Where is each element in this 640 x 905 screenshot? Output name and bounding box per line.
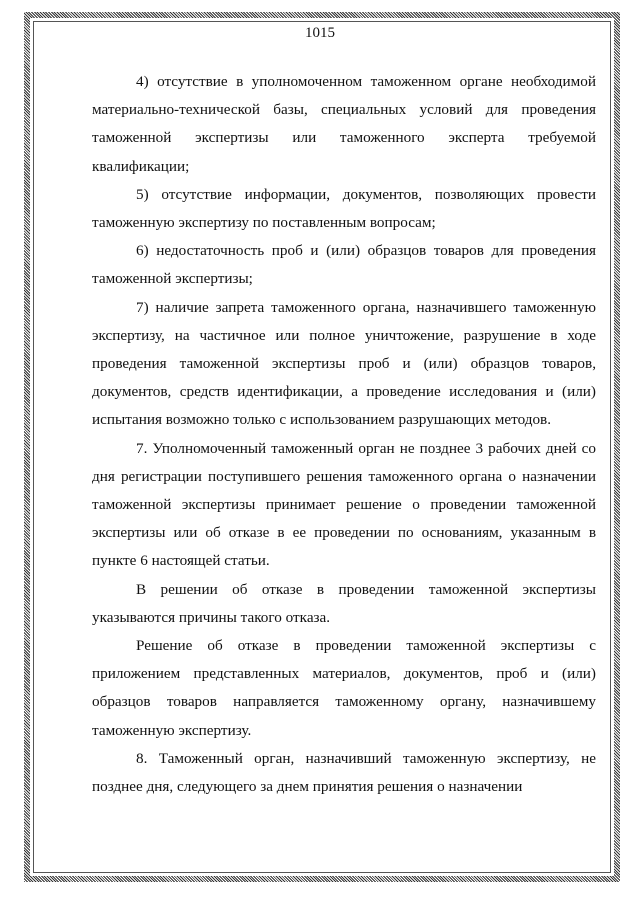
paragraph-clause-8: 8. Таможенный орган, назначивший таможенную экспертизу, не позднее дня, следующего за днем принятия решения о назначении [92,749,596,796]
document-body [92,68,596,801]
paragraph-item-4: 4) отсутствие в уполномоченном таможенном органе необходимой материально-технической базы, специальных условий для проведения таможенной экспертизы или таможенного эксперта требуемой квалификации; [92,73,596,175]
page-number: 1015 [305,25,335,41]
paragraph-refusal-decision: Решение об отказе в проведении таможенной экспертизы с приложением представленных материалов, документов, проб и (или) образцов товаров направляется таможенному органу, назначившему таможенную экспертизу. [92,637,596,739]
paragraph-clause-7: 7. Уполномоченный таможенный орган не позднее 3 рабочих дней со дня регистрации поступившего решения таможенного органа о назначении таможенной экспертизы принимает решение о проведении таможенной экспертизы или об отказе в ее проведении по основаниям, указанным в пункте 6 настоящей статьи. [92,439,596,570]
paragraph-item-7: 7) наличие запрета таможенного органа, назначившего таможенную экспертизу, на частичное или полное уничтожение, разрушение в ходе проведения таможенной экспертизы проб и (или) образцов товаров, документов, средств идентификации, а проведение исследования и (или) испытания возможно только с использованием разрушающих методов. [92,298,596,429]
paragraph-refusal-reasons: В решении об отказе в проведении таможенной экспертизы указываются причины такого отказа. [92,580,596,626]
paragraph-item-5: 5) отсутствие информации, документов, позволяющих провести таможенную экспертизу по поставленным вопросам; [92,185,596,232]
paragraph-item-6: 6) недостаточность проб и (или) образцов товаров для проведения таможенной экспертизы; [92,242,596,288]
